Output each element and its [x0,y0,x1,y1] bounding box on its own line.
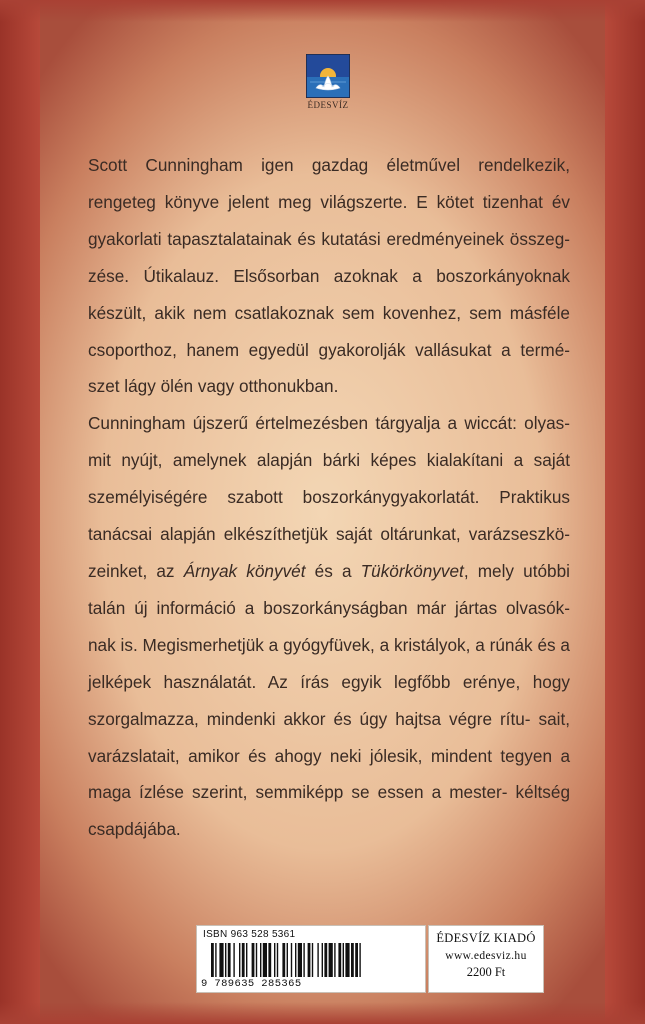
text-line: a maga ízlése szerint, semmiképp se essen a mester- [88,745,570,803]
text-line: tanácsai alapján elkészíthetjük saját oltárunkat, varázseszkö- [88,524,570,545]
barcode-bar [252,943,255,977]
publisher-panel [428,925,544,993]
text-line: mit nyújt, amelynek alapján bárki képes kialakítani a saját [88,450,570,471]
barcode-bar [298,943,302,977]
text-line: csoporthoz, hanem egyedül gyakorolják vallásukat a termé- [88,339,570,360]
book-title-tukor: Tükörkönyvet [360,560,464,581]
barcode-bar [256,943,257,977]
barcode-bar [211,943,214,977]
text-line: zése. Útikalauz. Elsősorban azoknak a boszorkányoknak [88,265,570,286]
barcode-bar [355,943,358,977]
text-line: kéltség csapdájába. [88,782,571,840]
text-line: gyakorlati tapasztalatainak és kutatási eredményeinek összeg- [88,228,570,249]
barcode-bar [260,943,261,977]
text-line: szet lágy ölén vagy otthonukban. [88,376,339,397]
text-line: Scott Cunningham igen gazdag életművel rendelkezik, [88,155,570,175]
barcode-bar [324,943,327,977]
barcode-bar [322,943,323,977]
barcode-bar [308,943,311,977]
barcode-bar [303,943,304,977]
cover-edge-top [0,0,645,22]
paragraph-1 [88,147,570,405]
barcode-bar [343,943,344,977]
ean-number: 9 789635 285365 [201,978,302,990]
blurb-text [88,147,570,848]
barcode-bars [211,943,411,977]
barcode-bar [295,943,296,977]
barcode-bar [215,943,216,977]
barcode-bar [312,943,313,977]
text-line: hogy szorgalmazza, mindenki akkor és úgy hajtsa végre rítu- [88,671,570,729]
book-title-arnyak: Árnyak könyvét [183,560,306,581]
barcode-bar [239,943,240,977]
text-line: nak is. Megismerhetjük a gyógyfüvek, a kristályok, a rúnák [88,634,533,655]
barcode-bar [359,943,360,977]
barcode-bar [274,943,275,977]
text-line: sait, varázslatait, amikor és ahogy neki jólesik, mindent tegyen [88,708,570,766]
text-line: Cunningham újszerű értelmezésben tárgyalja a wiccát: olyas- [88,413,570,434]
lotus-sunset-icon [306,54,350,98]
barcode-bar [246,943,247,977]
barcode-bar [268,943,271,977]
text-line: , mely utóbbi [463,560,570,581]
publisher-logo-text: ÉDESVÍZ [307,100,349,110]
text-line: és a jelképek használatát. Az írás egyik legfőbb erénye, [88,634,570,692]
cover-edge-right [605,0,645,1024]
paragraph-2 [88,405,570,848]
barcode-bar [225,943,226,977]
price: 2200 Ft [466,965,506,979]
barcode-bar [338,943,341,977]
text-line: készült, akik nem csatlakoznak sem kovenhez, sem másféle [88,302,570,323]
barcode-bar [351,943,354,977]
barcode-bar [277,943,278,977]
barcode-bar [219,943,223,977]
barcode-bar [287,943,288,977]
barcode-bar [263,943,267,977]
barcode-bar [329,943,333,977]
publisher-website: www.edesviz.hu [445,950,527,962]
text-line: zeinket, az [88,560,184,581]
text-line: személyiségére szabott boszorkánygyakorlatát. Praktikus [88,487,570,508]
text-line: talán új információ a boszorkányságban már jártas olvasók- [88,597,570,618]
barcode-bar [345,943,349,977]
barcode-bar [282,943,285,977]
text-line: és a [305,560,361,581]
barcode-bar [242,943,245,977]
barcode-bar [228,943,231,977]
barcode-bar [317,943,318,977]
cover-edge-left [0,0,40,1024]
barcode-bar [291,943,292,977]
barcode-panel [196,925,426,993]
barcode-bar [233,943,234,977]
cover-edge-bottom [0,1002,645,1024]
isbn-number: ISBN 963 528 5361 [203,929,296,940]
publisher-name: ÉDESVÍZ KIADÓ [436,931,536,945]
barcode-bar [334,943,335,977]
publisher-logo [305,54,351,110]
text-line: rengeteg könyve jelent meg világszerte. E kötet tizenhat év [88,191,570,212]
